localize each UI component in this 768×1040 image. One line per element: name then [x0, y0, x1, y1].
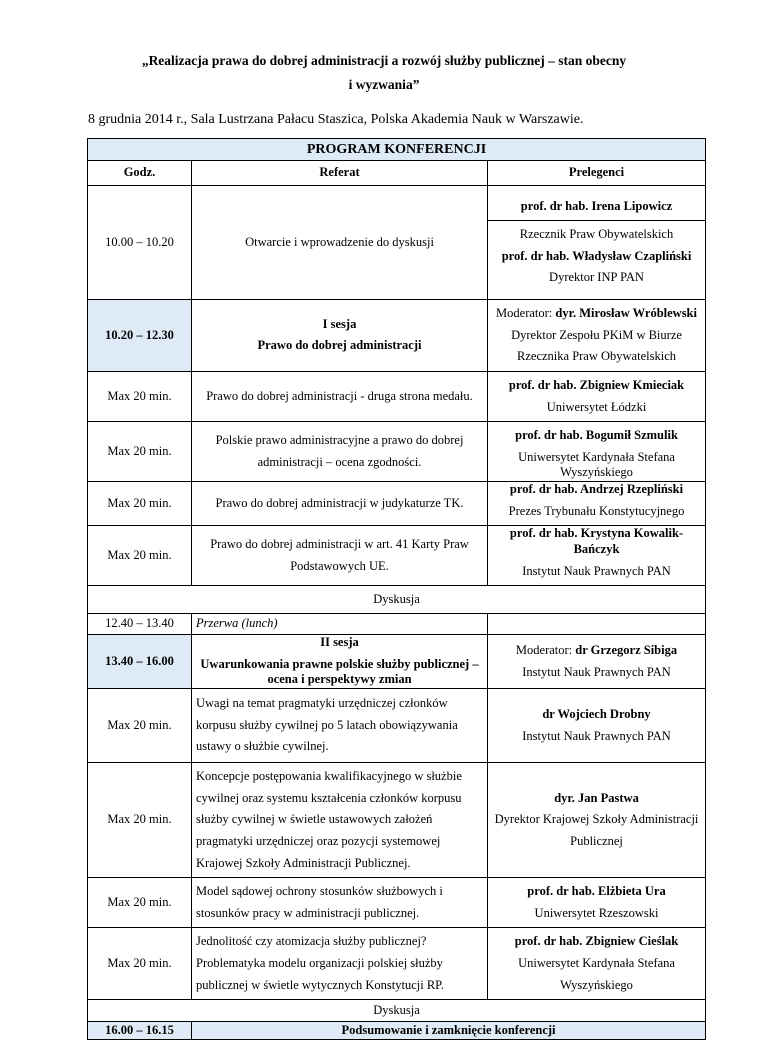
moderator-prefix: Moderator:: [515, 642, 576, 657]
time-cell: Max 20 min.: [88, 928, 192, 1000]
speaker-affiliation: Uniwersytet Kardynała Stefana: [518, 956, 675, 970]
time-cell: Max 20 min.: [88, 763, 192, 878]
session-title: Uwarunkowania prawne polskie służby publicznej – ocena i perspektywy zmian: [200, 656, 479, 687]
topic-line: pragmatyki urzędniczej oraz pozycji systemowej: [196, 833, 441, 848]
program-table: [87, 138, 706, 1040]
speaker-affiliation: Dyrektor INP PAN: [549, 270, 644, 285]
time-cell: Max 20 min.: [88, 371, 192, 421]
speaker-affiliation: Uniwersytet Łódzki: [546, 399, 647, 414]
speaker-affiliation: Publicznej: [570, 833, 623, 848]
time-cell: Max 20 min.: [88, 422, 192, 482]
time-cell: Max 20 min.: [88, 526, 192, 586]
speaker-name: dr Wojciech Drobny: [542, 706, 651, 721]
topic-line: stosunków pracy w administracji publicznej.: [196, 905, 420, 920]
time-cell: Max 20 min.: [88, 689, 192, 763]
topic-line: służby cywilnej w świetle ustawowych założeń: [196, 812, 433, 827]
moderator-role: Instytut Nauk Prawnych PAN: [522, 664, 671, 679]
speaker-affiliation: Uniwersytet Rzeszowski: [534, 905, 659, 920]
program-title: PROGRAM KONFERENCJI: [88, 139, 706, 161]
topic-line: Problematyka modelu organizacji polskiej służby: [196, 956, 443, 970]
speaker-affiliation: Instytut Nauk Prawnych PAN: [522, 563, 671, 578]
closing-time: 16.00 – 16.15: [88, 1022, 192, 1040]
topic-line: publicznej w świetle wytycznych Konstytucji RP.: [196, 977, 444, 992]
session-label: II sesja: [320, 635, 359, 650]
col-header-topic: Referat: [192, 161, 488, 186]
closing-label: Podsumowanie i zamknięcie konferencji: [192, 1022, 706, 1040]
topic-line: cywilnej oraz systemu kształcenia członków korpusu: [196, 790, 462, 805]
session-time: 13.40 – 16.00: [88, 635, 192, 689]
discussion-row: Dyskusja: [88, 586, 706, 614]
topic-line: Jednolitość czy atomizacja służby publicznej?: [196, 934, 427, 949]
speaker-name: prof. dr hab. Zbigniew Cieślak: [514, 934, 679, 949]
time-cell: Max 20 min.: [88, 878, 192, 928]
time-cell: 12.40 – 13.40: [88, 614, 192, 635]
speaker-name: prof. dr hab. Andrzej Rzepliński: [509, 482, 684, 496]
speaker-name: prof. dr hab. Bogumił Szmulik: [515, 428, 678, 443]
topic-cell: Otwarcie i wprowadzenie do dyskusji: [192, 186, 488, 300]
topic-line: korpusu służby cywilnej po 5 latach obowiązywania: [196, 717, 458, 732]
speaker-affiliation: Prezes Trybunału Konstytucyjnego: [508, 503, 685, 518]
session-title: Prawo do dobrej administracji: [257, 338, 422, 353]
moderator-role: Dyrektor Zespołu PKiM w Biurze: [511, 327, 682, 342]
speaker-affiliation: Dyrektor Krajowej Szkoły Administracji: [494, 812, 699, 827]
col-header-speakers: Prelegenci: [488, 161, 706, 186]
speaker-name: prof. dr hab. Zbigniew Kmieciak: [508, 377, 685, 392]
topic-cell: Prawo do dobrej administracji - druga strona medału.: [192, 371, 488, 421]
session-label: I sesja: [322, 316, 357, 331]
speaker-name: prof. dr hab. Elżbieta Ura: [527, 884, 666, 899]
document-title-line2: i wyzwania”: [348, 77, 420, 92]
session-time: 10.20 – 12.30: [88, 300, 192, 372]
moderator: [492, 306, 701, 322]
topic-cell: Prawo do dobrej administracji w judykaturze TK.: [192, 482, 488, 526]
speaker-name: dyr. Jan Pastwa: [554, 790, 639, 805]
date-place: 8 grudnia 2014 r., Sala Lustrzana Pałacu Staszica, Polska Akademia Nauk w Warszawie.: [88, 112, 584, 127]
speaker-name: prof. dr hab. Irena Lipowicz: [520, 199, 673, 214]
moderator-name: dyr. Mirosław Wróblewski: [555, 306, 697, 320]
topic-line: Model sądowej ochrony stosunków służbowych i: [196, 884, 443, 899]
topic-line: Krajowej Szkoły Administracji Publicznej.: [196, 855, 411, 870]
topic-line: Koncepcje postępowania kwalifikacyjnego w służbie: [196, 769, 462, 783]
moderator-role: Rzecznika Praw Obywatelskich: [517, 349, 676, 364]
topic-line: ustawy o służbie cywilnej.: [196, 739, 329, 754]
topic-line: Uwagi na temat pragmatyki urzędniczej członków: [196, 696, 448, 711]
topic-line: administracji – ocena zgodności.: [257, 454, 422, 469]
speaker-name: prof. dr hab. Władysław Czapliński: [501, 248, 692, 263]
lunch-label: Przerwa (lunch): [192, 614, 488, 635]
speaker-affiliation: Rzecznik Praw Obywatelskich: [519, 226, 674, 241]
moderator-prefix: Moderator:: [496, 306, 556, 320]
moderator: [492, 643, 701, 659]
time-cell: Max 20 min.: [88, 482, 192, 526]
topic-line: Prawo do dobrej administracji w art. 41 Karty Praw: [210, 537, 469, 552]
moderator-name: dr Grzegorz Sibiga: [575, 642, 678, 657]
speaker-affiliation: Wyszyńskiego: [560, 977, 633, 992]
speaker-affiliation: Instytut Nauk Prawnych PAN: [522, 728, 671, 743]
topic-line: Polskie prawo administracyjne a prawo do dobrej: [215, 432, 464, 447]
col-header-time: Godz.: [88, 161, 192, 186]
speaker-name: prof. dr hab. Krystyna Kowalik-Bańczyk: [509, 526, 684, 556]
document-title-line1: „Realizacja prawa do dobrej administracji a rozwój służby publicznej – stan obecny: [141, 53, 627, 68]
discussion-row: Dyskusja: [88, 1000, 706, 1022]
topic-line: Podstawowych UE.: [290, 558, 389, 573]
speaker-affiliation: Uniwersytet Kardynała Stefana Wyszyńskiego: [518, 449, 675, 480]
time-cell: 10.00 – 10.20: [88, 186, 192, 300]
